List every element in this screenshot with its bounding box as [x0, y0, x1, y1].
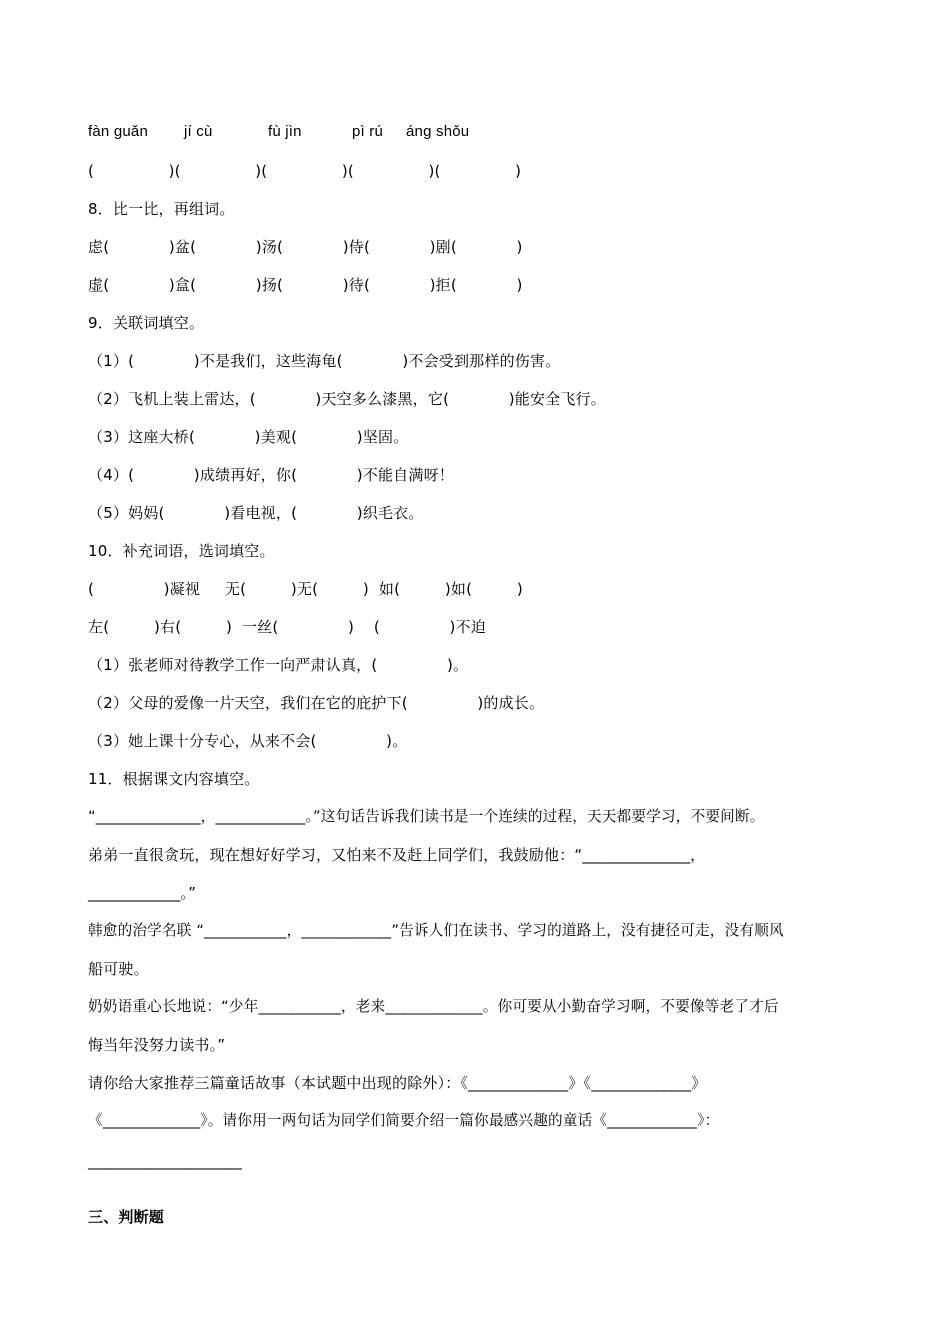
question-9-item-1[interactable]: （1）( )不是我们，这些海龟( )不会受到那样的伤害。 [88, 352, 561, 370]
question-8-title: 8．比一比，再组词。 [88, 200, 235, 218]
question-11-para-2a[interactable]: 弟弟一直很贪玩，现在想好好学习，又怕来不及赶上同学们，我鼓励他：“______________， [88, 846, 706, 864]
question-9-item-3[interactable]: （3）这座大桥( )美观( )坚固。 [88, 428, 409, 446]
question-9-item-2[interactable]: （2）飞机上装上雷达，( )天空多么漆黑，它( )能安全飞行。 [88, 390, 606, 408]
question-11-para-4a[interactable]: 奶奶语重心长地说：“少年___________，老来_____________。你可要从小勤奋学习啊，不要像等老了才后 [88, 998, 779, 1015]
pinyin-1: fàn guǎn [88, 123, 148, 140]
question-10-title: 10．补充词语，选词填空。 [88, 542, 275, 560]
pinyin-row [88, 121, 488, 143]
question-11-para-3a[interactable]: 韩愈的治学名联 “___________，____________”告诉人们在读书、学习的道路上，没有捷径可走，没有顺风 [88, 922, 784, 939]
question-9-item-5[interactable]: （5）妈妈( )看电视，( )织毛衣。 [88, 504, 424, 522]
question-11-answer-line[interactable]: ____________________ [88, 1152, 242, 1170]
pinyin-answer-blanks[interactable]: ( )( )( )( )( ) [88, 162, 522, 180]
question-11-para-4b: 悔当年没努力读书。” [88, 1036, 226, 1054]
question-10-item-3[interactable]: （3）她上课十分专心，从来不会( )。 [88, 732, 408, 750]
pinyin-4: pì rú [352, 123, 384, 140]
pinyin-5: áng shǒu [406, 123, 470, 140]
question-10-item-1[interactable]: （1）张老师对待教学工作一向严肃认真，( )。 [88, 656, 469, 674]
question-8-row-1[interactable]: 虑( )盆( )汤( )侍( )剧( ) [88, 238, 523, 256]
question-11-para-3b: 船可驶。 [88, 960, 149, 978]
question-11-title: 11．根据课文内容填空。 [88, 770, 260, 788]
question-10-words-row-1[interactable]: ( )凝视 无( )无( ) 如( )如( ) [88, 580, 523, 598]
question-8-row-2[interactable]: 虚( )盒( )扬( )待( )拒( ) [88, 276, 523, 294]
question-11-para-1[interactable]: “______________，____________。”这句话告诉我们读书是一个连续的过程，天天都要学习，不要间断。 [88, 808, 765, 825]
question-9-item-4[interactable]: （4）( )成绩再好，你( )不能自满呀！ [88, 466, 454, 484]
question-9-title: 9．关联词填空。 [88, 314, 205, 332]
section-3-heading: 三、判断题 [88, 1208, 165, 1226]
question-10-item-2[interactable]: （2）父母的爱像一片天空，我们在它的庇护下( )的成长。 [88, 694, 545, 712]
question-11-para-5a[interactable]: 请你给大家推荐三篇童话故事（本试题中出现的除外）：《_____________》《_____________》 [88, 1074, 707, 1092]
question-10-words-row-2[interactable]: 左( )右( ) 一丝( ) ( )不迫 [88, 618, 486, 636]
question-11-para-5b[interactable]: 《_____________》。请你用一两句话为同学们简要介绍一篇你最感兴趣的童话《____________》： [88, 1112, 720, 1129]
pinyin-3: fù jìn [268, 123, 302, 140]
question-11-para-2b[interactable]: ____________。” [88, 884, 197, 902]
pinyin-2: jí cù [184, 123, 213, 140]
